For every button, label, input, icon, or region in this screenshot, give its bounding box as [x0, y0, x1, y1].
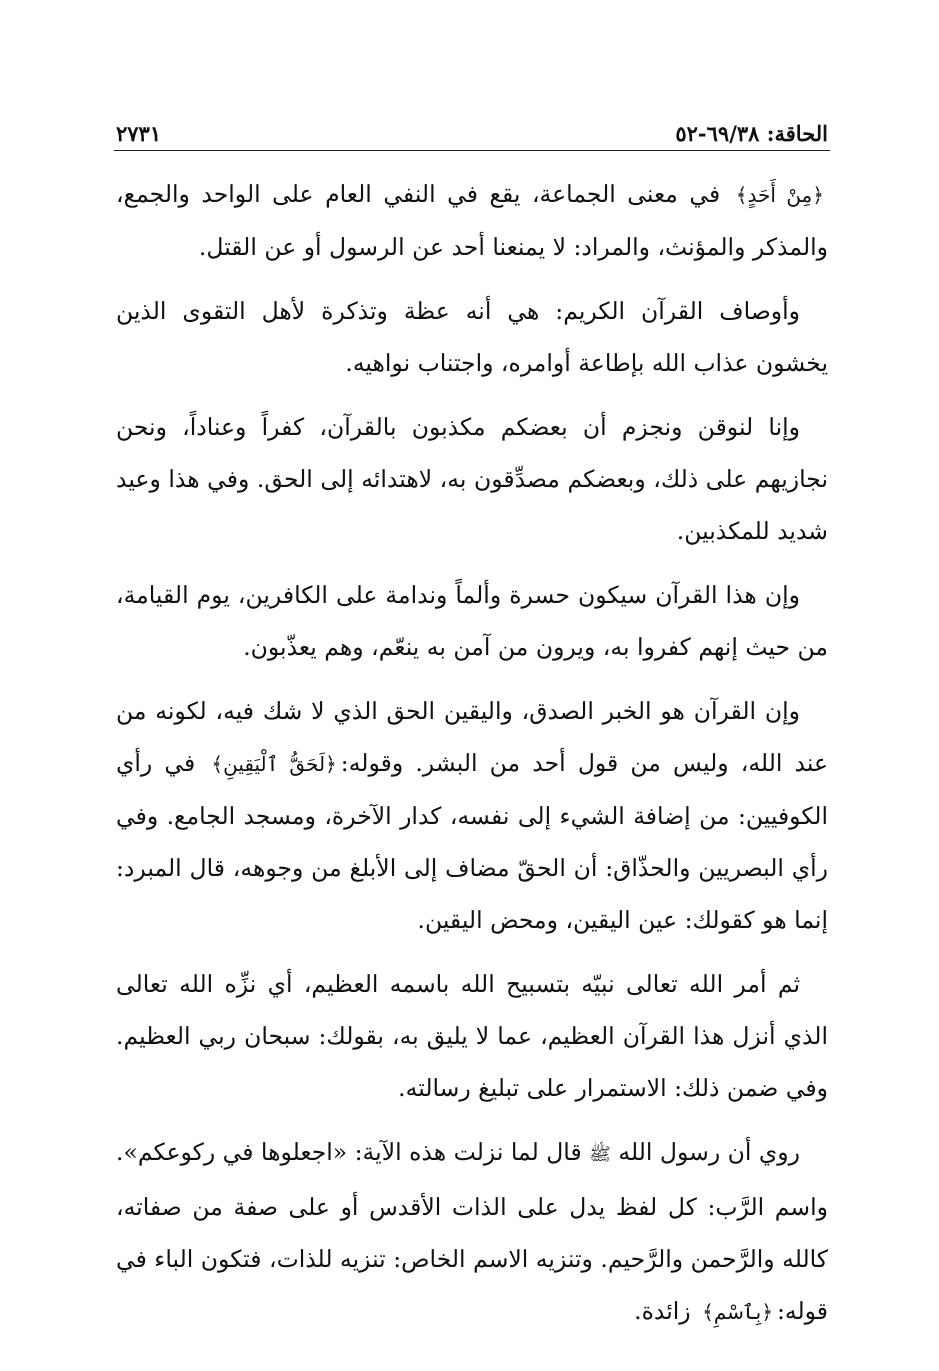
paragraph-2 [116, 285, 828, 389]
header-divider [114, 150, 830, 151]
running-header [116, 112, 828, 146]
paragraph-text: وإن هذا القرآن سيكون حسرة وألماً وندامة على الكافرين، يوم القيامة، من حيث إنهم كفروا به، ويرون من آمن به ينعّم، وهم يعذّبون. [116, 581, 828, 661]
commentary-text [116, 168, 828, 1350]
paragraph-6 [116, 958, 828, 1114]
paragraph-text: في معنى الجماعة، يقع في النفي العام على الواحد والجمع، والمذكر والمؤنث، والمراد: لا يمنعنا أحد عن الرسول أو عن القتل. [116, 180, 828, 261]
quran-quote: ﴿بِٱسْمِ﴾ [702, 1300, 773, 1324]
paragraph-1 [116, 168, 828, 273]
surah-reference: الحاقة: ٦٩/٣٨-٥٢ [675, 121, 828, 146]
quran-quote: ﴿مِنْ أَحَدٍ﴾ [735, 183, 824, 207]
paragraph-text: زائدة. [634, 1297, 699, 1325]
honorific-symbol: ﷺ [589, 1144, 611, 1165]
paragraph-text: روي أن رسول الله [610, 1138, 800, 1166]
paragraph-4 [116, 569, 828, 673]
paragraph-text: قال لما نزلت هذه الآية: «اجعلوها في ركوعكم». واسم الرَّب: كل لفظ يدل على الذات الأقدس أو على صفة من صفاته، كالله والرَّحمن والرَّحيم. وتنزيه الاسم الخاص: تنزيه للذات، فتكون الباء في قوله: [116, 1138, 828, 1325]
paragraph-text: وإن القرآن هو الخبر الصدق، واليقين الحق الذي لا شك فيه، لكونه من عند الله، وليس من قول أحد من البشر. وقوله: [116, 697, 828, 777]
paragraph-7 [116, 1126, 828, 1338]
page-number: ٢٧٣١ [116, 121, 162, 146]
paragraph-text: وأوصاف القرآن الكريم: هي أنه عظة وتذكرة لأهل التقوى الذين يخشون عذاب الله بإطاعة أوامره، واجتناب نواهيه. [116, 297, 828, 377]
paragraph-5 [116, 685, 828, 946]
paragraph-text: في رأي الكوفيين: من إضافة الشيء إلى نفسه، كدار الآخرة، ومسجد الجامع. وفي رأي البصريين والحذّاق: أن الحقّ مضاف إلى الأبلغ من وجوهه، قال المبرد: إنما هو كقولك: عين اليقين، ومحض اليقين. [116, 749, 828, 934]
paragraph-3 [116, 401, 828, 557]
quran-quote: ﴿لَحَقُّ ٱلْيَقِينِ﴾ [211, 752, 337, 776]
paragraph-text: ثم أمر الله تعالى نبيّه بتسبيح الله باسمه العظيم، أي نزِّه الله تعالى الذي أنزل هذا القرآن العظيم، عما لا يليق به، بقولك: سبحان ربي العظيم. وفي ضمن ذلك: الاستمرار على تبليغ رسالته. [116, 970, 828, 1102]
paragraph-text: وإنا لنوقن ونجزم أن بعضكم مكذبون بالقرآن، كفراً وعناداً، ونحن نجازيهم على ذلك، وبعضكم مصدِّقون به، لاهتدائه إلى الحق. وفي هذا وعيد شديد للمكذبين. [116, 413, 828, 545]
